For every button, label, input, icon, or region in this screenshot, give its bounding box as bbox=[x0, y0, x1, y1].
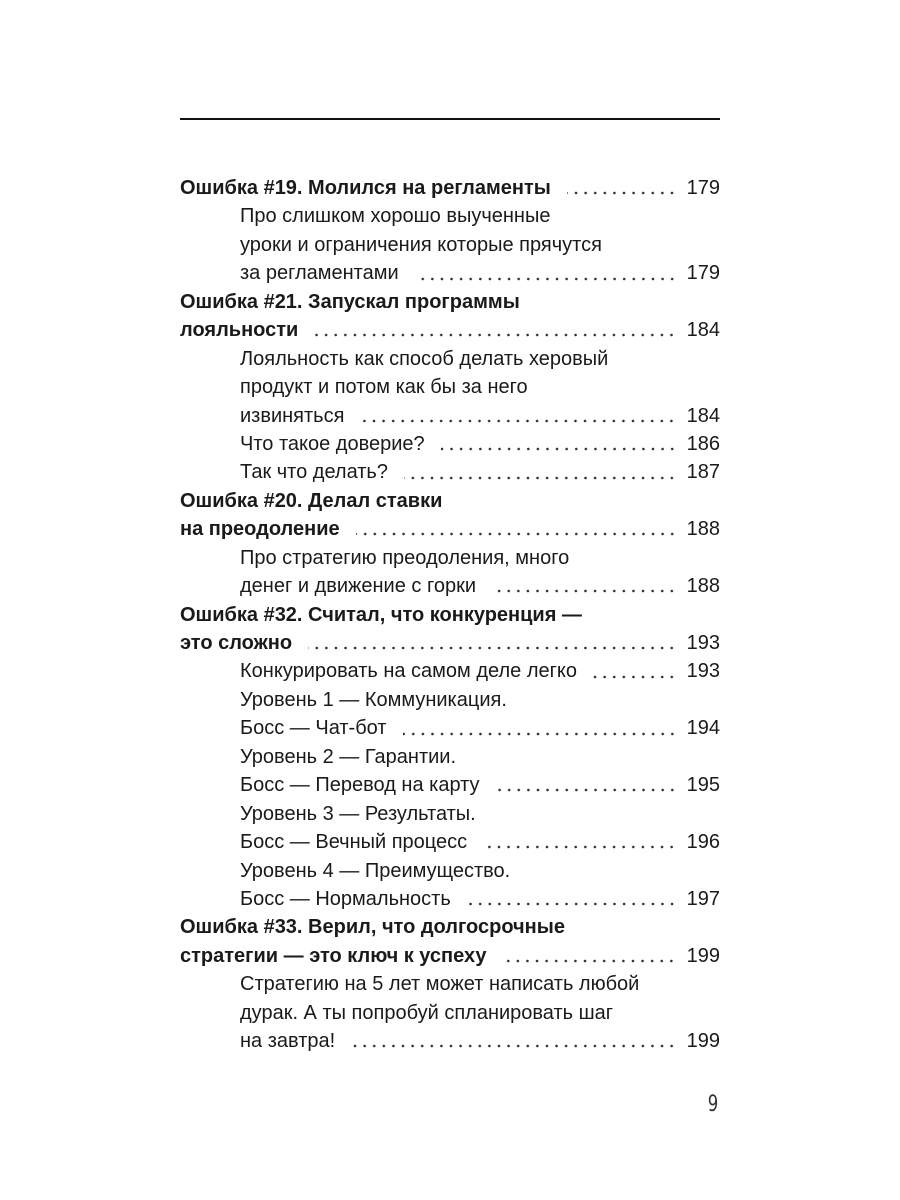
toc-entry-text: Уровень 4 — Преимущество. bbox=[240, 859, 511, 882]
toc-entry-text: дурак. А ты попробуй спланировать шаг bbox=[240, 1001, 614, 1024]
toc-entry-text: Уровень 3 — Результаты. bbox=[240, 802, 476, 825]
toc-section-line bbox=[180, 885, 720, 913]
page-number: 9 bbox=[707, 1092, 719, 1117]
toc-page-number: 193 bbox=[686, 632, 720, 654]
dot-leader bbox=[483, 845, 676, 849]
toc-section-line bbox=[180, 999, 720, 1027]
dot-leader bbox=[360, 419, 676, 423]
toc-entry-text: лояльности bbox=[180, 319, 299, 342]
toc-page-number: 194 bbox=[686, 717, 720, 740]
toc-page-number: 187 bbox=[686, 461, 720, 484]
toc-entry-text: Босс — Чат-бот bbox=[240, 717, 387, 740]
toc-entry-text: извиняться bbox=[240, 404, 345, 427]
toc-section-line bbox=[180, 458, 720, 486]
dot-leader bbox=[403, 732, 677, 736]
dot-leader bbox=[593, 675, 677, 679]
toc-page-number: 196 bbox=[686, 831, 720, 854]
toc-section-line bbox=[180, 259, 720, 287]
toc-entry-text: Что такое доверие? bbox=[240, 432, 425, 455]
toc-page-number: 199 bbox=[686, 944, 720, 967]
dot-leader bbox=[492, 589, 677, 593]
toc-entry-text: Уровень 1 — Коммуникация. bbox=[240, 688, 507, 711]
toc-page-number: 179 bbox=[686, 177, 720, 199]
toc-section-line bbox=[180, 828, 720, 856]
toc-page-number: 184 bbox=[686, 404, 720, 427]
table-of-contents bbox=[180, 174, 720, 1056]
dot-leader bbox=[351, 1044, 676, 1048]
toc-entry-text: Босс — Нормальность bbox=[240, 887, 451, 910]
dot-leader bbox=[308, 646, 677, 650]
toc-section-line bbox=[180, 430, 720, 458]
toc-entry-text: Про стратегию преодоления, много bbox=[240, 546, 570, 569]
toc-page-number: 184 bbox=[686, 319, 720, 342]
toc-entry-text: Ошибка #33. Верил, что долгосрочные bbox=[180, 916, 565, 939]
toc-section-line bbox=[180, 202, 720, 230]
toc-entry-text: стратегии — это ключ к успеху bbox=[180, 944, 487, 967]
toc-section-line bbox=[180, 686, 720, 714]
toc-entry-text: Босс — Вечный процесс bbox=[240, 831, 468, 854]
toc-entry-text: на завтра! bbox=[240, 1030, 336, 1053]
toc-page-number: 179 bbox=[686, 262, 720, 285]
header-rule bbox=[180, 118, 720, 120]
dot-leader bbox=[496, 788, 677, 792]
toc-page-number: 193 bbox=[686, 660, 720, 683]
toc-section-line bbox=[180, 402, 720, 430]
toc-section-line bbox=[180, 572, 720, 600]
toc-section-line bbox=[180, 231, 720, 259]
toc-section-line bbox=[180, 743, 720, 771]
dot-leader bbox=[356, 532, 677, 536]
toc-entry-text: Ошибка #19. Молился на регламенты bbox=[180, 177, 551, 199]
toc-chapter-line bbox=[180, 942, 720, 970]
toc-chapter-line bbox=[180, 288, 720, 316]
toc-entry-text: денег и движение с горки bbox=[240, 575, 476, 598]
toc-entry-text: Босс — Перевод на карту bbox=[240, 774, 480, 797]
toc-section-line bbox=[180, 373, 720, 401]
toc-chapter-line bbox=[180, 629, 720, 657]
toc-chapter-line bbox=[180, 174, 720, 202]
toc-section-line bbox=[180, 657, 720, 685]
dot-leader bbox=[415, 277, 677, 281]
toc-chapter-line bbox=[180, 316, 720, 344]
toc-section-line bbox=[180, 1027, 720, 1055]
toc-section-line bbox=[180, 857, 720, 885]
toc-section-line bbox=[180, 714, 720, 742]
toc-entry-text: это сложно bbox=[180, 632, 293, 654]
toc-chapter-line bbox=[180, 601, 720, 629]
dot-leader bbox=[404, 476, 677, 480]
toc-page-number: 188 bbox=[686, 575, 720, 598]
toc-chapter-line bbox=[180, 487, 720, 515]
toc-section-line bbox=[180, 345, 720, 373]
toc-entry-text: продукт и потом как бы за него bbox=[240, 376, 528, 399]
toc-entry-text: Конкурировать на самом деле легко bbox=[240, 660, 578, 683]
toc-section-line bbox=[180, 970, 720, 998]
toc-entry-text: Уровень 2 — Гарантии. bbox=[240, 745, 457, 768]
dot-leader bbox=[441, 447, 677, 451]
dot-leader bbox=[502, 959, 676, 963]
toc-entry-text: Про слишком хорошо выученные bbox=[240, 205, 551, 228]
toc-chapter-line bbox=[180, 913, 720, 941]
dot-leader bbox=[314, 333, 676, 337]
toc-entry-text: уроки и ограничения которые прячутся bbox=[240, 233, 602, 256]
toc-section-line bbox=[180, 771, 720, 799]
toc-section-line bbox=[180, 800, 720, 828]
toc-page-number: 197 bbox=[686, 887, 720, 910]
toc-section-line bbox=[180, 544, 720, 572]
dot-leader bbox=[567, 191, 677, 195]
toc-page-number: 195 bbox=[686, 774, 720, 797]
toc-entry-text: Ошибка #32. Считал, что конкуренция — bbox=[180, 603, 582, 626]
toc-page-number: 199 bbox=[686, 1030, 720, 1053]
toc-page-number: 188 bbox=[686, 518, 720, 541]
toc-entry-text: Так что делать? bbox=[240, 461, 388, 484]
toc-entry-text: за регламентами bbox=[240, 262, 399, 285]
toc-entry-text: Лояльность как способ делать херовый bbox=[240, 347, 609, 370]
toc-page-number: 186 bbox=[686, 432, 720, 455]
dot-leader bbox=[467, 902, 677, 906]
toc-chapter-line bbox=[180, 515, 720, 543]
toc-entry-text: на преодоление bbox=[180, 518, 340, 541]
toc-entry-text: Ошибка #20. Делал ставки bbox=[180, 489, 443, 512]
toc-entry-text: Стратегию на 5 лет может написать любой bbox=[240, 973, 640, 996]
toc-entry-text: Ошибка #21. Запускал программы bbox=[180, 290, 520, 313]
